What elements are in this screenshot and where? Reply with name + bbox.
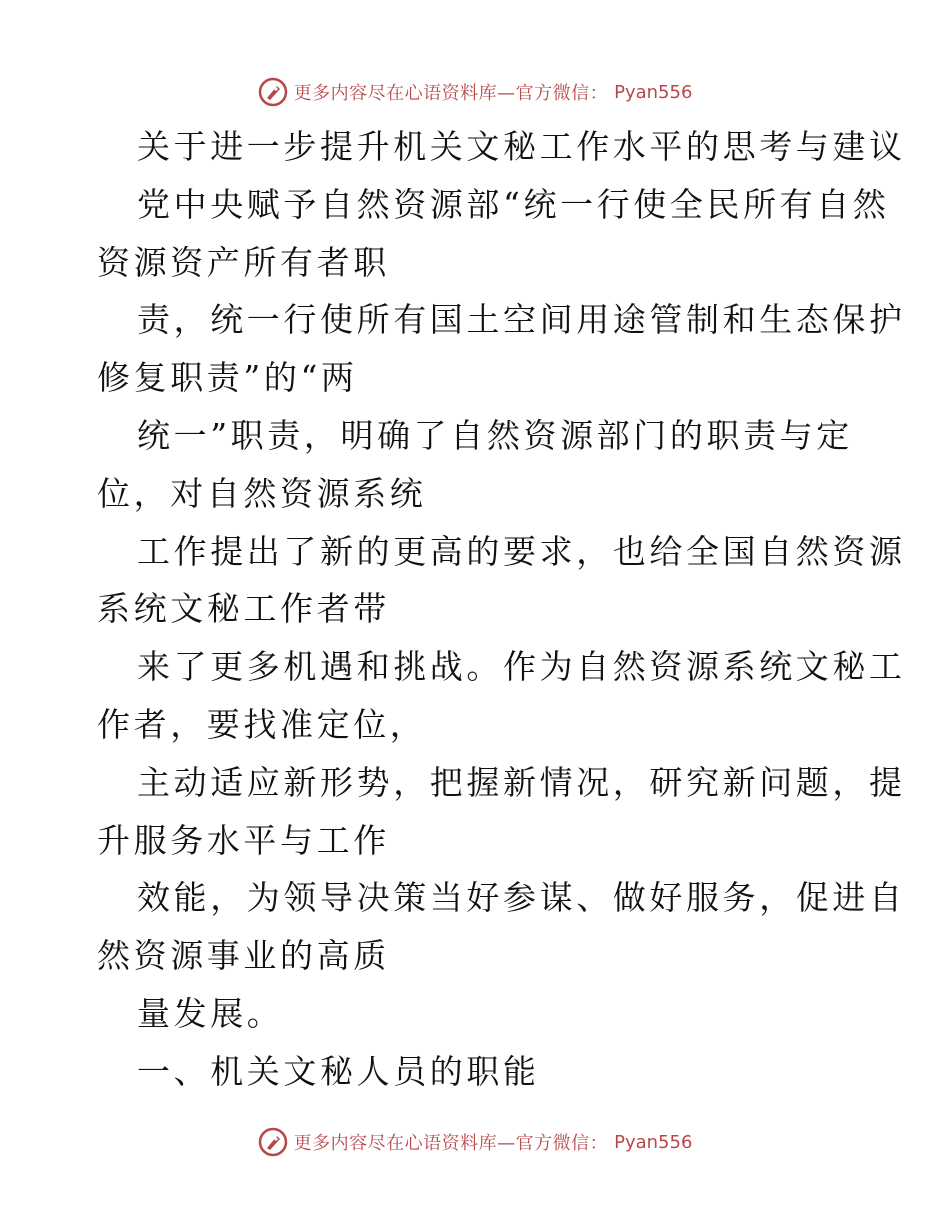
paragraph-line: 然资源事业的高质: [97, 936, 390, 976]
pen-nib-logo-icon: [258, 1127, 288, 1157]
header-banner: [0, 72, 950, 112]
document-title: 关于进一步提升机关文秘工作水平的思考与建议: [137, 127, 906, 166]
paragraph-line: 统一”职责，明确了自然资源部门的职责与定: [137, 415, 853, 455]
section-heading: 一、机关文秘人员的职能: [137, 1051, 540, 1091]
paragraph-line: 工作提出了新的更高的要求，也给全国自然资源: [137, 531, 906, 571]
paragraph-line: 来了更多机遇和挑战。作为自然资源系统文秘工: [137, 647, 906, 687]
paragraph-line: 主动适应新形势，把握新情况，研究新问题，提: [137, 762, 906, 802]
paragraph-line: 责，统一行使所有国土空间用途管制和生态保护: [137, 300, 906, 340]
footer-banner-text: 更多内容尽在心语资料库—官方微信：: [293, 1133, 609, 1154]
paragraph-line: 效能，为领导决策当好参谋、做好服务，促进自: [137, 878, 906, 918]
document-body: [97, 118, 906, 1101]
paragraph-line: 资源资产所有者职: [97, 242, 390, 282]
header-wechat-id: Pyan556: [614, 81, 693, 103]
pen-nib-logo-icon: [258, 77, 288, 107]
paragraph-line: 量发展。: [137, 993, 284, 1033]
paragraph-line: 党中央赋予自然资源部“统一行使全民所有自然: [137, 184, 890, 224]
footer-banner: [0, 1122, 950, 1162]
header-banner-text: 更多内容尽在心语资料库—官方微信：: [293, 83, 609, 104]
paragraph-line: 修复职责”的“两: [97, 358, 358, 398]
paragraph-line: 升服务水平与工作: [97, 820, 390, 860]
footer-wechat-id: Pyan556: [614, 1131, 693, 1153]
paragraph-line: 作者，要找准定位，: [97, 704, 427, 744]
paragraph-line: 系统文秘工作者带: [97, 589, 390, 629]
paragraph-line: 位，对自然资源系统: [97, 473, 427, 513]
